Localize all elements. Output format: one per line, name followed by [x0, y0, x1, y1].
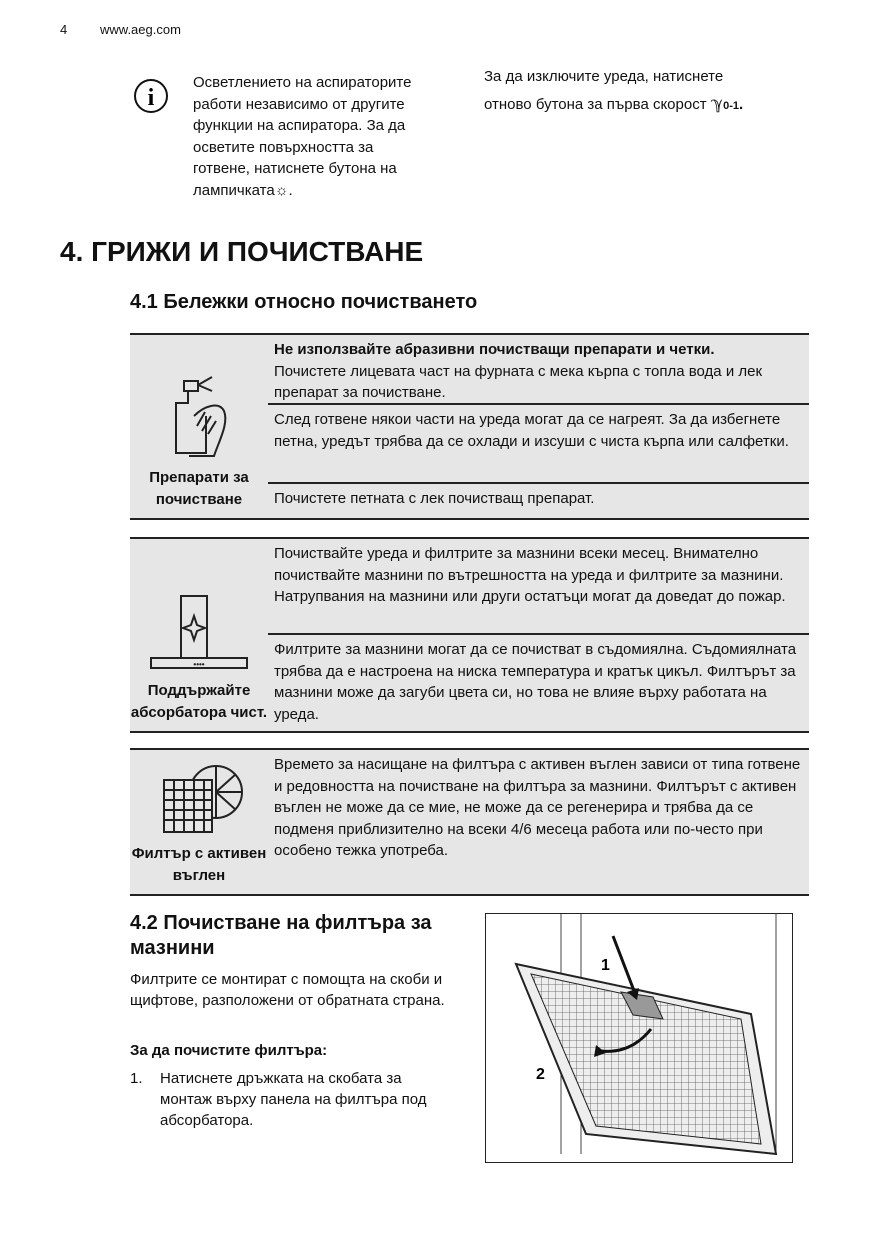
row-text: Времето за насищане на филтъра с активен въглен зависи от типа готвене и редовността на почистване на филтъра за мазнини. Филтърът с активен въглен не може да се мие, не може да се регенерира и трябва да се подменя приблизително на всеки 4/6 месеца работа или по-често при особено тежка употреба.	[274, 756, 801, 859]
period: .	[288, 181, 293, 199]
table-label: Поддържайте абсорбатора чист.	[130, 682, 268, 721]
carbon-filter-icon	[154, 762, 244, 837]
row-text: Почистете петната с лек почистващ препарат.	[274, 490, 595, 507]
procedure-heading: За да почистите филтъра:	[130, 1042, 328, 1059]
callout-1: 1	[601, 957, 610, 974]
step-text: Натиснете дръжката на скобата за монтаж върху панела на филтъра под абсорбатора.	[160, 1070, 427, 1129]
spray-cleaning-icon	[164, 371, 234, 461]
subsection-title: 4.2 Почистване на филтъра за мазнини	[130, 912, 432, 959]
table-row	[268, 403, 809, 482]
step-1	[130, 1068, 450, 1131]
period: .	[739, 96, 744, 113]
subsection-title: 4.1 Бележки относно почистването	[130, 291, 478, 313]
lamp-icon: ☼	[274, 181, 289, 199]
right-note-line2: отново бутона за първа скорост	[484, 96, 707, 113]
svg-text:••••: ••••	[193, 660, 205, 669]
cleaning-table-hood	[130, 537, 809, 733]
svg-text:i: i	[147, 85, 155, 111]
cleaning-table-carbon	[130, 748, 809, 896]
row-text: Филтрите за мазнини могат да се почистват в съдомиялна. Съдомиялната трябва да е настроена на ниска температура и кратък цикъл. Филтърът за мазнини може да загуби цвета си, но това не влияе върху работата на уреда.	[274, 641, 797, 723]
filter-removal-illustration	[486, 914, 792, 1162]
info-icon	[133, 78, 169, 114]
table-row	[268, 539, 809, 633]
row-text: След готвене някои части на уреда могат да се нагреят. За да избегнете петна, уредът трябва да се охлади и изсуши с чиста кърпа или салфетки.	[274, 411, 789, 450]
page-number: 4	[60, 22, 68, 37]
site-url: www.aeg.com	[100, 22, 181, 37]
warning-bold: Не използвайте абразивни почистващи препарати и четки.	[274, 341, 715, 358]
row-text: Почистете лицевата част на фурната с мека кърпа с топла вода и лек препарат за почистване.	[274, 362, 763, 401]
right-note-line1: За да изключите уреда, натиснете	[484, 68, 724, 85]
speed-label: 0-1	[723, 100, 740, 112]
intro-text: Филтрите се монтират с помощта на скоби и щифтове, разположени от обратната страна.	[130, 971, 445, 1009]
table-row	[268, 750, 809, 867]
table-row	[268, 633, 809, 730]
callout-2: 2	[536, 1066, 545, 1083]
table-row	[268, 335, 809, 403]
table-label: Препарати за почистване	[149, 469, 249, 508]
fan-icon: ℽ	[710, 94, 724, 113]
row-text: Почиствайте уреда и филтрите за мазнини всеки месец. Внимателно почиствайте мазнини по вътрешността на уреда и филтрите за мазнини. Натрупвания на мазнини или други остатъци могат да доведат до пожар.	[274, 545, 786, 605]
section-title: 4. ГРИЖИ И ПОЧИСТВАНЕ	[60, 236, 424, 267]
filter-figure	[485, 913, 793, 1163]
table-row	[268, 482, 809, 515]
right-note	[484, 63, 804, 120]
clean-hood-icon	[149, 592, 249, 674]
cleaning-table-agents	[130, 333, 809, 520]
info-note-text: Осветлението на аспираторите работи независимо от другите функции на аспиратора. За да осветите повърхността за готвене, натиснете бутона на лампичката	[193, 74, 412, 199]
step-number: 1.	[130, 1070, 143, 1087]
table-label: Филтър с активен въглен	[131, 845, 267, 884]
info-note	[193, 72, 425, 201]
